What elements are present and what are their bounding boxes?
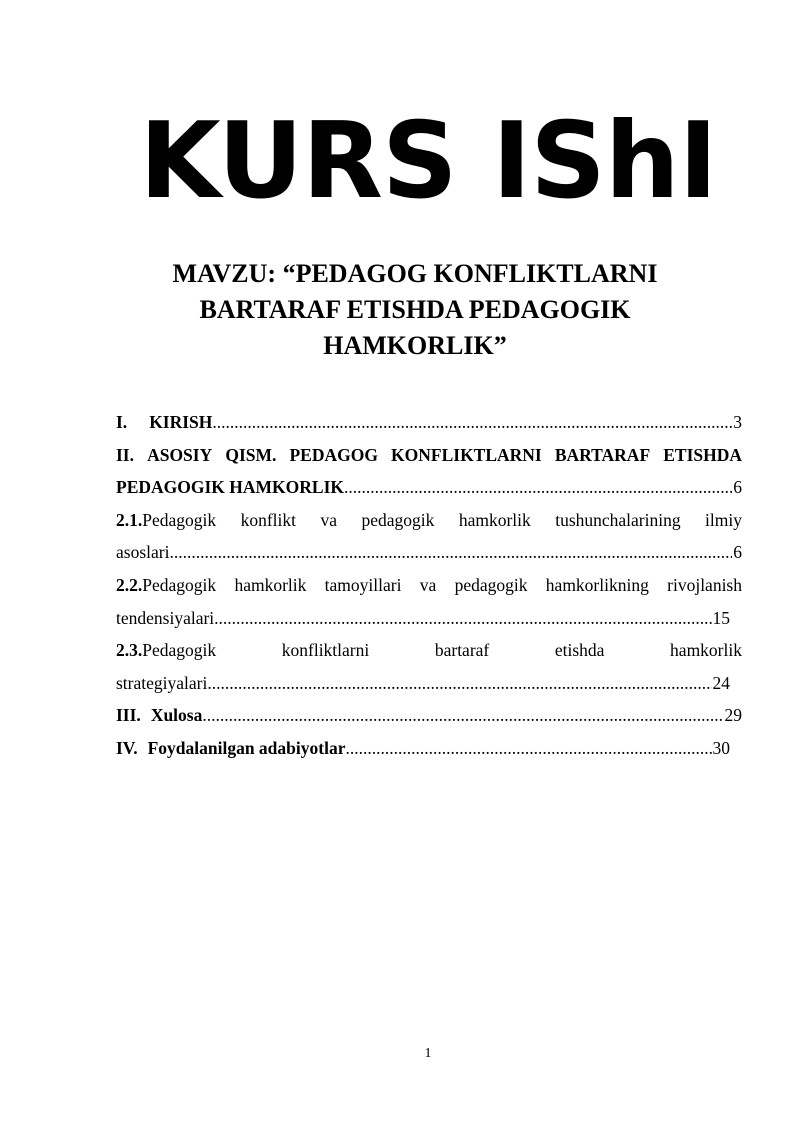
toc-title: tendensiyalari (116, 607, 215, 628)
toc-entry-2-1-cont (116, 536, 742, 569)
toc-number: III. (116, 705, 141, 726)
toc-entry-asosiy-qism (116, 439, 742, 472)
document-title: KURS IShI (139, 100, 717, 222)
toc-word: etishda (554, 640, 605, 661)
toc-word: va (320, 509, 337, 530)
page-number: 1 (424, 1046, 432, 1061)
toc-word: konfliktlarni (281, 640, 370, 661)
toc-entry-kirish (116, 406, 742, 439)
toc-entry-2-1 (116, 504, 742, 537)
topic-line: HAMKORLIK” (323, 331, 507, 360)
toc-number: IV. (116, 737, 138, 758)
toc-word: tamoyillari (324, 574, 402, 595)
toc-word: KONFLIKTLARNI (391, 444, 542, 465)
toc-word: ETISHDA (663, 444, 742, 465)
toc-entry-adabiyotlar (116, 732, 742, 765)
toc-leader (202, 699, 723, 732)
toc-title: asoslari (116, 542, 170, 563)
toc-word: PEDAGOG (289, 444, 378, 465)
toc-word: pedagogik (361, 509, 435, 530)
toc-word: 2.1.Pedagogik (116, 509, 217, 530)
toc-page-number: 6 (733, 542, 742, 563)
toc-page-number: 24 (712, 672, 730, 693)
toc-word: 2.3.Pedagogik (116, 640, 217, 661)
toc-leader (345, 732, 711, 765)
toc-word: ASOSIY (147, 444, 213, 465)
toc-leader (212, 406, 732, 439)
toc-entry-asosiy-qism-cont (116, 471, 742, 504)
toc-word: rivojlanish (667, 574, 742, 595)
toc-leader (344, 471, 732, 504)
toc-title: Xulosa (150, 705, 203, 726)
toc-title: PEDAGOGIK HAMKORLIK (116, 477, 344, 498)
toc-page-number: 30 (712, 737, 730, 758)
toc-page-number: 29 (724, 705, 742, 726)
topic-line: MAVZU: “PEDAGOG KONFLIKTLARNI (172, 259, 658, 288)
toc-number: II. (116, 444, 134, 465)
toc-word: 2.2.Pedagogik (116, 574, 217, 595)
toc-word: konflikt (240, 509, 297, 530)
topic-heading (100, 256, 730, 364)
toc-word: hamkorlik (670, 640, 742, 661)
toc-entry-2-3-cont (116, 667, 742, 700)
table-of-contents (116, 406, 742, 765)
toc-leader (207, 667, 711, 700)
toc-entry-xulosa (116, 699, 742, 732)
toc-leader (214, 602, 711, 635)
toc-leader (169, 536, 732, 569)
toc-page-number: 6 (733, 477, 742, 498)
toc-page-number: 15 (712, 607, 730, 628)
toc-word: QISM. (225, 444, 277, 465)
toc-word: tushunchalarining (555, 509, 681, 530)
toc-word: bartaraf (434, 640, 490, 661)
toc-title: KIRISH (149, 412, 213, 432)
toc-entry-2-2-cont (116, 602, 742, 635)
topic-line: BARTARAF ETISHDA PEDAGOGIK (199, 295, 631, 324)
toc-word: hamkorlikning (545, 574, 649, 595)
toc-word: hamkorlik (234, 574, 307, 595)
toc-title: Foydalanilgan adabiyotlar (147, 737, 346, 758)
toc-entry-2-2 (116, 569, 742, 602)
toc-word: hamkorlik (458, 509, 531, 530)
toc-word: BARTARAF (554, 444, 651, 465)
toc-number: I. (116, 412, 128, 432)
toc-word: ilmiy (705, 509, 742, 530)
toc-word: pedagogik (454, 574, 528, 595)
toc-page-number: 3 (733, 412, 742, 432)
toc-entry-2-3 (116, 634, 742, 667)
toc-title: strategiyalari (116, 672, 208, 693)
toc-word: va (419, 574, 437, 595)
